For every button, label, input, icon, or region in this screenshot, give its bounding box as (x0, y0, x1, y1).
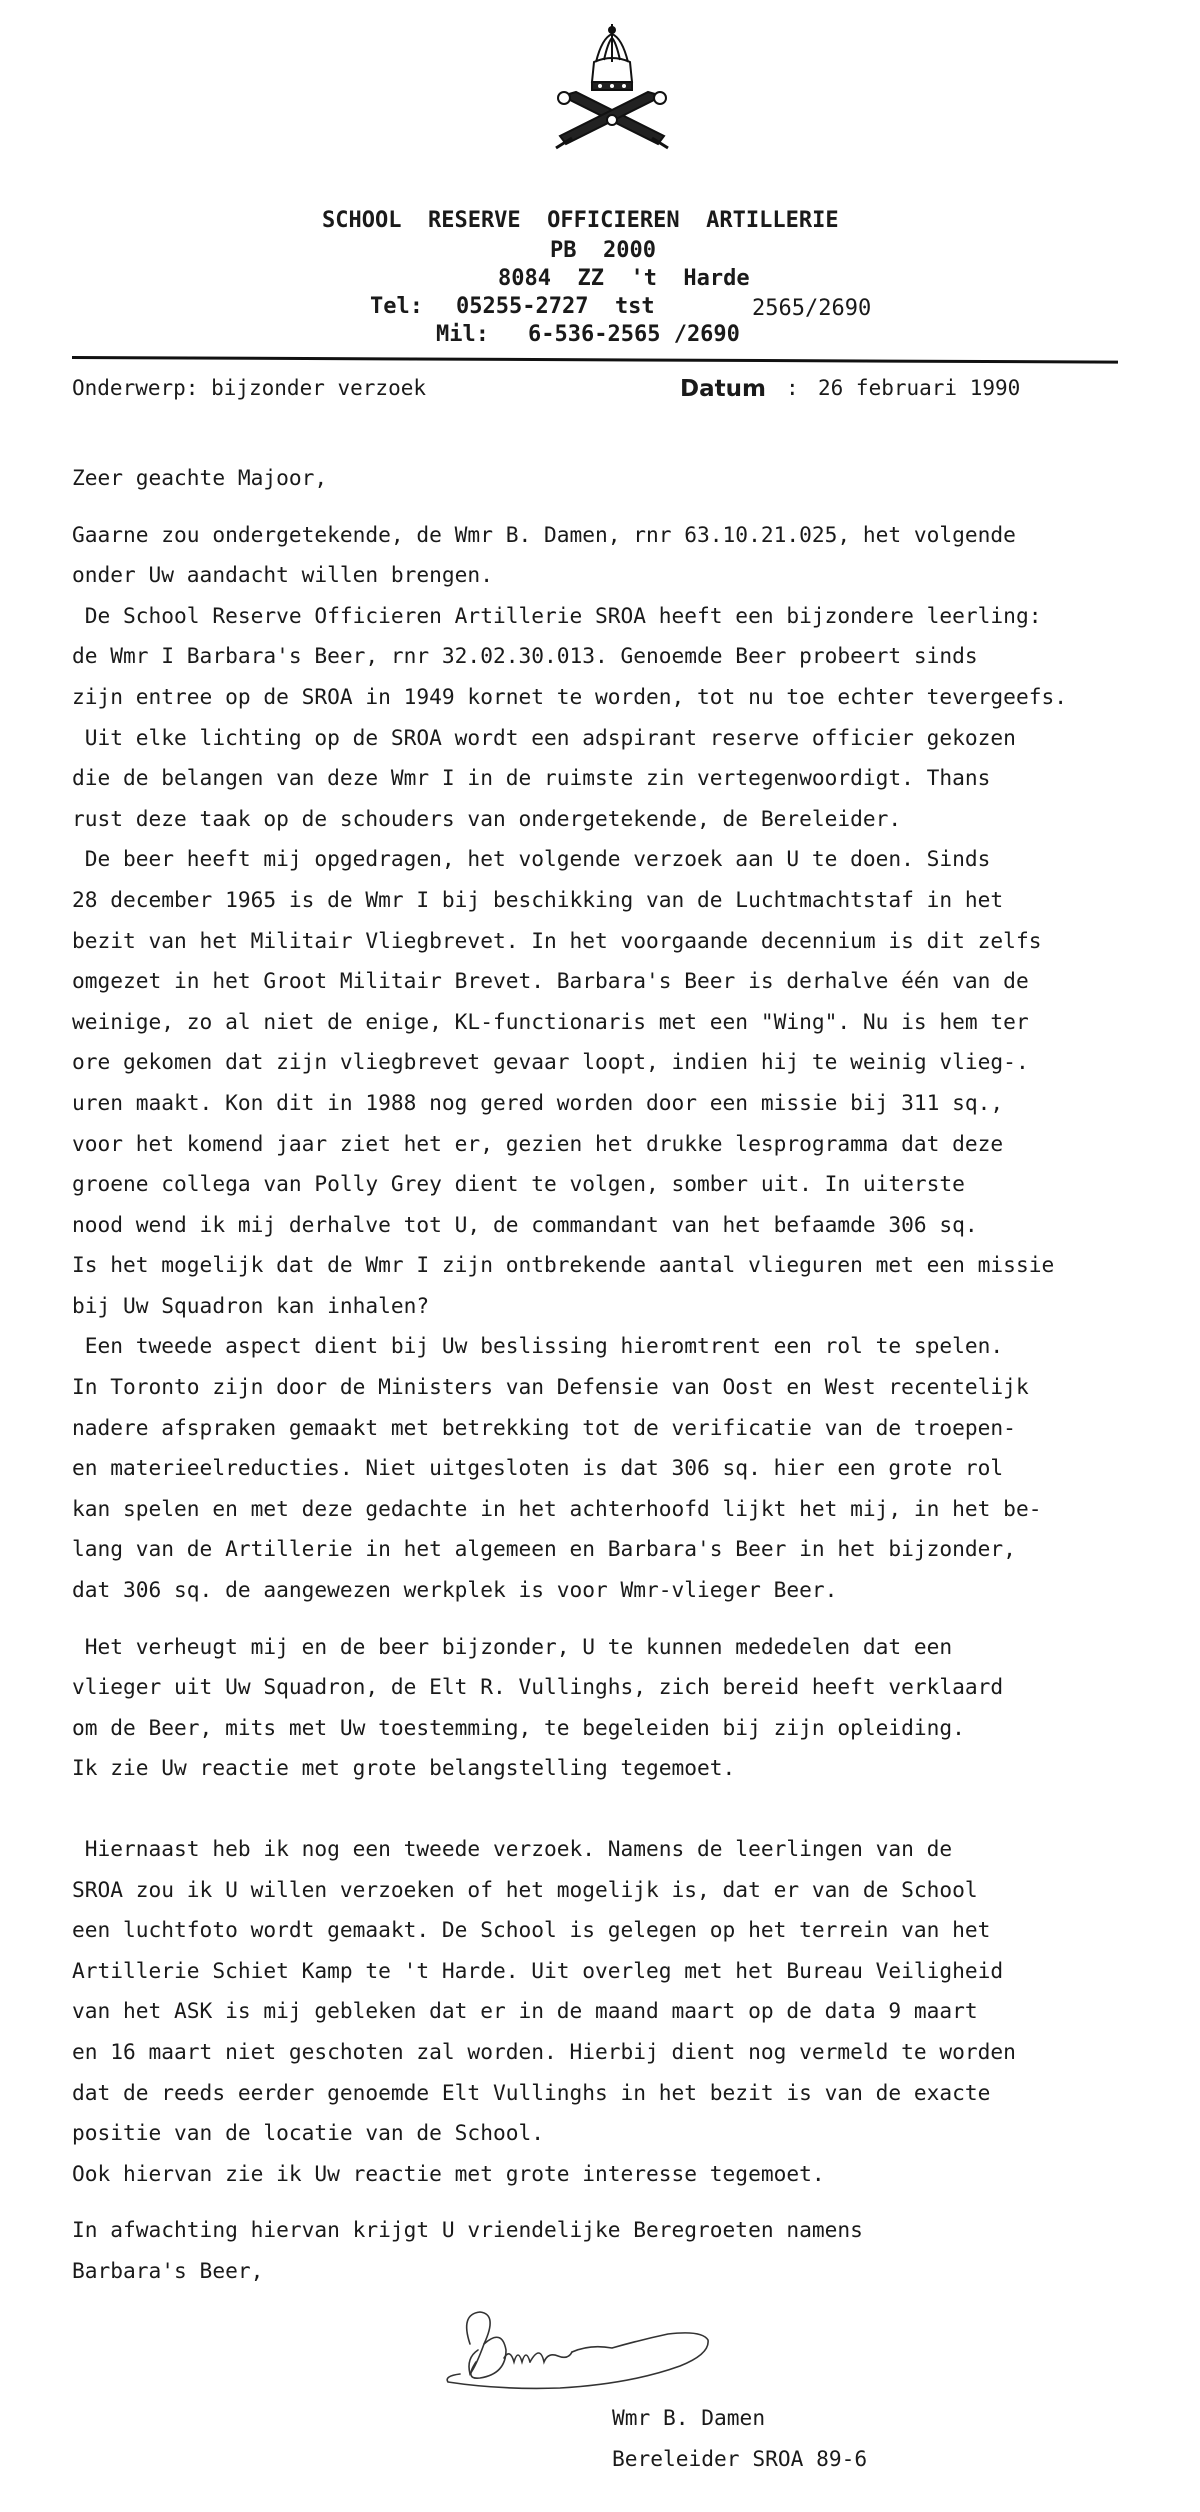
text-line: De School Reserve Officieren Artillerie SROA heeft een bijzondere leerling: (72, 602, 1042, 628)
text-line: onder Uw aandacht willen brengen. (72, 562, 493, 588)
text-line: een luchtfoto wordt gemaakt. De School is gelegen op het terrein van het (72, 1917, 991, 1943)
text-line: voor het komend jaar ziet het er, gezien het drukke lesprogramma dat deze (72, 1130, 1004, 1156)
po-box: PB 2000 (550, 238, 656, 263)
text-line: bezit van het Militair Vliegbrevet. In het voorgaande decennium is dit zelfs (72, 927, 1042, 953)
tel-number: 05255-2727 tst (456, 294, 655, 319)
mil-label: Mil: (436, 322, 489, 347)
paragraph-closing (72, 2210, 1152, 2291)
signer-name: Wmr B. Damen (612, 2405, 766, 2430)
tel-extension: 2565/2690 (752, 296, 872, 321)
handwritten-signature-icon (440, 2304, 780, 2404)
text-line: en 16 maart niet geschoten zal worden. Hierbij dient nog vermeld te worden (72, 2038, 1016, 2064)
text-line: rust deze taak op de schouders van ondergetekende, de Bereleider. (72, 805, 902, 831)
text-line: Is het mogelijk dat de Wmr I zijn ontbrekende aantal vlieguren met een missie (72, 1252, 1055, 1278)
text-line: weinige, zo al niet de enige, KL-functionaris met een "Wing". Nu is hem ter (72, 1008, 1029, 1034)
mil-number: 6-536-2565 /2690 (528, 322, 740, 347)
text-line: Uit elke lichting op de SROA wordt een adspirant reserve officier gekozen (72, 724, 1016, 750)
text-line: Het verheugt mij en de beer bijzonder, U te kunnen mededelen dat een (72, 1633, 953, 1659)
paragraph-4 (72, 839, 1152, 1326)
text-line: uren maakt. Kon dit in 1988 nog gered worden door een missie bij 311 sq., (72, 1089, 1004, 1115)
text-line: dat de reeds eerder genoemde Elt Vullinghs in het bezit is van de exacte (72, 2079, 991, 2105)
text-line: en materieelreducties. Niet uitgesloten is dat 306 sq. hier een grote rol (72, 1455, 1004, 1481)
text-line: die de belangen van deze Wmr I in de ruimste zin vertegenwoordigt. Thans (72, 765, 991, 791)
text-line: groene collega van Polly Grey dient te volgen, somber uit. In uiterste (72, 1171, 965, 1197)
text-line: omgezet in het Groot Militair Brevet. Barbara's Beer is derhalve één van de (72, 968, 1029, 994)
paragraph-3 (72, 718, 1152, 840)
text-line: In afwachting hiervan krijgt U vriendelijke Beregroeten namens (72, 2217, 863, 2243)
letter-body (72, 458, 1152, 2292)
text-line: Hiernaast heb ik nog een tweede verzoek. Namens de leerlingen van de (72, 1836, 953, 1861)
text-line: Gaarne zou ondergetekende, de Wmr B. Damen, rnr 63.10.21.025, het volgende (72, 521, 1016, 547)
letterhead-divider (72, 356, 1118, 364)
paragraph-5 (72, 1326, 1152, 1610)
text-line: Artillerie Schiet Kamp te 't Harde. Uit overleg met het Bureau Veiligheid (72, 1957, 1004, 1983)
text-line: van het ASK is mij gebleken dat er in de maand maart op de data 9 maart (72, 1998, 978, 2024)
text-line: kan spelen en met deze gedachte in het achterhoofd lijkt het mij, in het be- (72, 1495, 1042, 1521)
text-line: dat 306 sq. de aangewezen werkplek is voor Wmr-vlieger Beer. (72, 1577, 838, 1603)
crowned-crossed-cannons-icon (552, 24, 672, 154)
text-line: De beer heeft mij opgedragen, het volgende verzoek aan U te doen. Sinds (72, 846, 991, 872)
subject: Onderwerp: bijzonder verzoek (72, 376, 427, 400)
postal-address: 8084 ZZ 't Harde (498, 266, 750, 291)
tel-label: Tel: (370, 294, 423, 319)
text-line: Ook hiervan zie ik Uw reactie met grote interesse tegemoet. (72, 2160, 825, 2186)
text-line: ore gekomen dat zijn vliegbrevet gevaar loopt, indien hij te weinig vlieg-. (72, 1049, 1029, 1075)
paragraph-7 (72, 1829, 1152, 2194)
paragraph-1 (72, 515, 1152, 596)
paragraph-6 (72, 1627, 1152, 1789)
text-line: zijn entree op de SROA in 1949 kornet te worden, tot nu toe echter tevergeefs. (72, 683, 1067, 709)
text-line: om de Beer, mits met Uw toestemming, te begeleiden bij zijn opleiding. (72, 1714, 965, 1740)
date-value: 26 februari 1990 (818, 376, 1021, 400)
text-line: Ik zie Uw reactie met grote belangstelling tegemoet. (72, 1755, 736, 1781)
text-line: nadere afspraken gemaakt met betrekking tot de verificatie van de troepen- (72, 1414, 1016, 1440)
text-line: SROA zou ik U willen verzoeken of het mogelijk is, dat er van de School (72, 1876, 978, 1902)
text-line: 28 december 1965 is de Wmr I bij beschikking van de Luchtmachtstaf in het (72, 886, 1004, 912)
paragraph-2 (72, 596, 1152, 718)
date-label: Datum (680, 376, 766, 402)
text-line: Barbara's Beer, (72, 2257, 264, 2283)
text-line: positie van de locatie van de School. (72, 2120, 544, 2146)
institution-name: SCHOOL RESERVE OFFICIEREN ARTILLERIE (322, 208, 839, 233)
text-line: vlieger uit Uw Squadron, de Elt R. Vullinghs, zich bereid heeft verklaard (72, 1674, 1004, 1700)
text-line: bij Uw Squadron kan inhalen? (72, 1292, 430, 1318)
text-line: In Toronto zijn door de Ministers van Defensie van Oost en West recentelijk (72, 1374, 1029, 1400)
text-line: Een tweede aspect dient bij Uw beslissing hieromtrent een rol te spelen. (72, 1333, 1004, 1359)
text-line: lang van de Artillerie in het algemeen en Barbara's Beer in het bijzonder, (72, 1536, 1016, 1562)
text-line: de Wmr I Barbara's Beer, rnr 32.02.30.013. Genoemde Beer probeert sinds (72, 643, 978, 669)
signature-block (612, 2398, 867, 2479)
salutation: Zeer geachte Majoor, (72, 465, 328, 490)
signer-role: Bereleider SROA 89-6 (612, 2445, 868, 2471)
date-colon: : (786, 376, 799, 400)
text-line: nood wend ik mij derhalve tot U, de commandant van het befaamde 306 sq. (72, 1211, 978, 1237)
